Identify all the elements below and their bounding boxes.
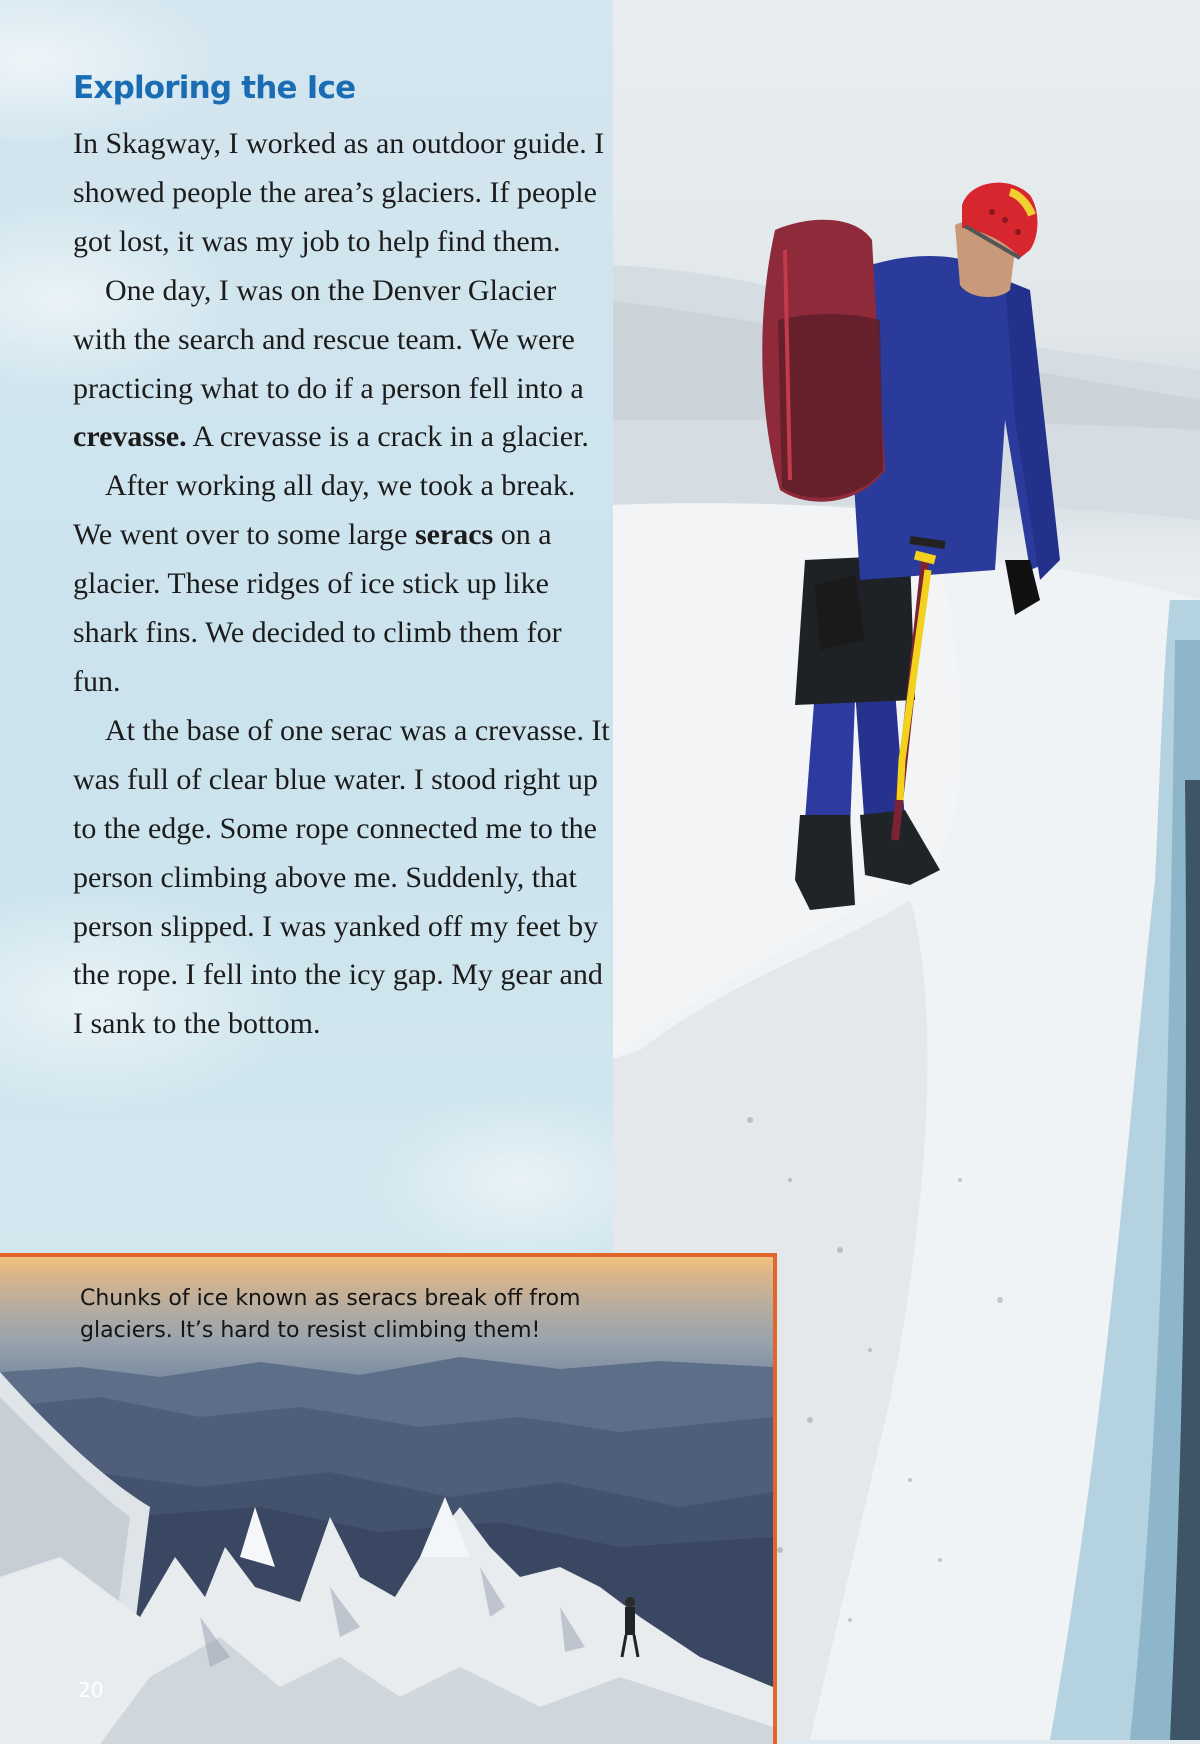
glossary-term-crevasse: crevasse. <box>73 420 187 454</box>
paragraph-3 <box>73 462 613 707</box>
paragraph-3-text-end: on a glacier. These ridges of ice stick up like shark fins. We decided to climb them for fun. <box>73 518 562 698</box>
story-body <box>73 120 613 1049</box>
paragraph-2-text: One day, I was on the Denver Glacier with the search and rescue team. We were practicing what to do if a person fell into a <box>73 273 584 405</box>
paragraph-3-text: After working all day, we took a break. We went over to some large <box>73 469 576 552</box>
section-heading: Exploring the Ice <box>73 70 356 106</box>
glossary-term-seracs: seracs <box>414 518 494 552</box>
paragraph-2 <box>73 267 613 463</box>
paragraph-4: At the base of one serac was a crevasse. It was full of clear blue water. I stood right up to the edge. Some rope connected me to the person climbing above me. Suddenly, that person slipped. I was yanked off my feet by the rope. I fell into the icy gap. My gear and I sank to the bottom. <box>73 713 610 1041</box>
seracs-photo-inset <box>0 1253 777 1744</box>
text-panel <box>0 0 613 1255</box>
paragraph-1: In Skagway, I worked as an outdoor guide. I showed people the area’s glaciers. If people got lost, it was my job to help find them. <box>73 127 605 258</box>
photo-caption: Chunks of ice known as seracs break off from glaciers. It’s hard to resist climbing them! <box>80 1286 581 1343</box>
paragraph-2-text-end: A crevasse is a crack in a glacier. <box>186 420 589 454</box>
page-number: 20 <box>78 1678 104 1702</box>
